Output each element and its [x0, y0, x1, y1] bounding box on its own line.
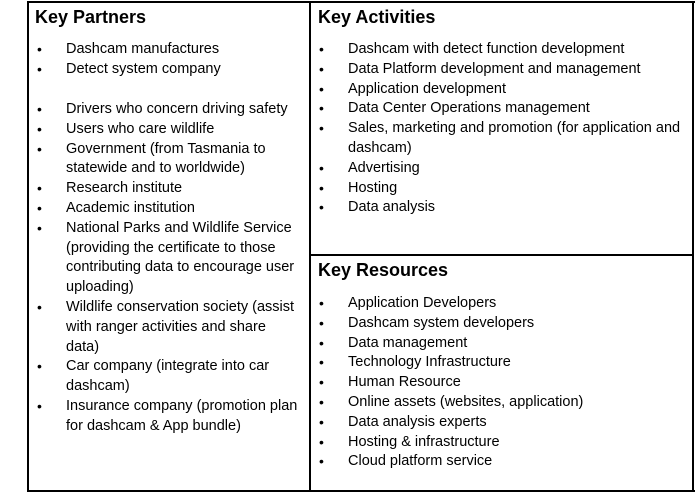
- list-item: • Insurance company (promotion plan for dashcam & App bundle): [29, 397, 299, 437]
- list-item: • Sales, marketing and promotion (for application and dashcam): [311, 119, 683, 159]
- list-item: • Government (from Tasmania to statewide and to worldwide): [29, 140, 299, 180]
- list-item: • Users who care wildlife: [29, 120, 299, 140]
- key-activities-title: Key Activities: [318, 7, 436, 27]
- list-item: • Dashcam with detect function development: [311, 40, 683, 60]
- list-item: • Technology Infrastructure: [311, 353, 683, 373]
- list-item: • Detect system company: [29, 60, 307, 80]
- list-item: • Dashcam system developers: [311, 314, 683, 334]
- key-partners-list-2: [29, 100, 299, 437]
- list-item: • Application Developers: [311, 294, 683, 314]
- list-item: • Data Center Operations management: [311, 99, 683, 119]
- list-item: • Cloud platform service: [311, 452, 683, 472]
- list-item: • Academic institution: [29, 199, 299, 219]
- list-item: • Advertising: [311, 159, 683, 179]
- key-partners-cell: [29, 3, 309, 490]
- key-resources-list: [311, 294, 683, 472]
- list-item: • Research institute: [29, 179, 299, 199]
- list-item: • Hosting & infrastructure: [311, 433, 683, 453]
- key-activities-list: [311, 40, 683, 218]
- list-item: • Drivers who concern driving safety: [29, 100, 299, 120]
- list-item: • Car company (integrate into car dashcam): [29, 357, 299, 397]
- key-resources-title: Key Resources: [318, 260, 449, 280]
- list-item: • Dashcam manufactures: [29, 40, 307, 60]
- key-activities-cell: [311, 3, 692, 254]
- border-bottom: [27, 490, 695, 492]
- list-item: • Data Platform development and management: [311, 60, 683, 80]
- border-right: [692, 1, 694, 492]
- key-resources-cell: [311, 256, 692, 490]
- key-partners-title: Key Partners: [35, 7, 147, 27]
- list-item: • Hosting: [311, 179, 683, 199]
- list-item: • Data analysis: [311, 198, 683, 218]
- list-item: • Data analysis experts: [311, 413, 683, 433]
- list-item: • National Parks and Wildlife Service (providing the certificate to those contributing data to encourage user uploading): [29, 219, 299, 298]
- list-item: • Human Resource: [311, 373, 683, 393]
- list-item: • Wildlife conservation society (assist with ranger activities and share data): [29, 298, 299, 357]
- list-item: • Data management: [311, 334, 683, 354]
- key-partners-list-1: [29, 40, 307, 80]
- list-item: • Online assets (websites, application): [311, 393, 683, 413]
- list-item: • Application development: [311, 80, 683, 100]
